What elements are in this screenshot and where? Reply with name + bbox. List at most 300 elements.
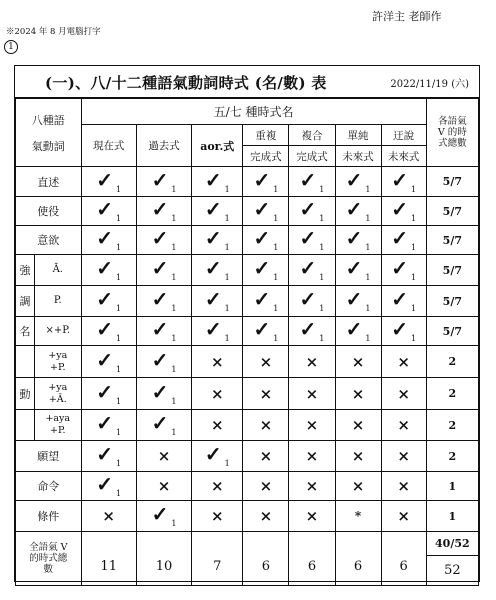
check-icon: ✓ xyxy=(391,256,408,280)
cross-icon: × xyxy=(210,507,224,525)
row-label-group-cell xyxy=(16,286,82,317)
cross-icon: × xyxy=(102,507,115,525)
check-subscript: 1 xyxy=(224,214,230,223)
tense-cell xyxy=(192,317,243,346)
col-header-present: 現在式 xyxy=(81,125,136,167)
check-subscript: 1 xyxy=(171,304,177,313)
group-side xyxy=(16,286,35,316)
tense-cell xyxy=(136,226,191,255)
check-icon: ✓ xyxy=(204,256,222,280)
check-subscript: 1 xyxy=(171,243,177,252)
row-label xyxy=(16,501,82,532)
check-subscript: 1 xyxy=(273,304,279,313)
tense-cell xyxy=(192,226,243,255)
label-side xyxy=(35,317,81,345)
tense-cell xyxy=(243,317,289,346)
total-header-line-1: 各語氣 xyxy=(438,116,467,127)
tense-cell xyxy=(335,472,381,501)
check-icon: ✓ xyxy=(253,167,271,192)
tense-cell xyxy=(243,286,289,317)
table-row xyxy=(16,317,479,346)
check-icon: ✓ xyxy=(299,256,317,280)
tense-cell xyxy=(335,255,381,286)
tense-cell xyxy=(81,286,136,317)
row-label-group-cell xyxy=(16,255,82,286)
tense-cell xyxy=(136,317,191,346)
row-label-line-2: +P. xyxy=(50,361,66,373)
check-icon: ✓ xyxy=(151,256,169,280)
check-subscript: 1 xyxy=(116,214,122,223)
cross-icon: × xyxy=(259,447,273,465)
tense-cell xyxy=(136,501,191,532)
footer-total-top: 40/52 xyxy=(426,532,478,556)
tense-cell xyxy=(289,501,335,532)
cross-icon: × xyxy=(157,447,171,465)
check-icon: ✓ xyxy=(345,226,363,250)
page-marker: 1 xyxy=(4,40,18,54)
check-subscript: 1 xyxy=(273,184,279,194)
tense-cell xyxy=(136,346,191,378)
tense-cell xyxy=(289,286,335,317)
tense-cell xyxy=(81,197,136,226)
check-icon: ✓ xyxy=(96,472,114,496)
tense-cell xyxy=(335,167,381,197)
check-icon: ✓ xyxy=(151,411,169,435)
tense-cell xyxy=(289,197,335,226)
label-side xyxy=(35,255,81,285)
tense-cell xyxy=(289,472,335,501)
tense-cell xyxy=(243,255,289,286)
tense-cell xyxy=(192,197,243,226)
row-label-line-1: +aya xyxy=(45,413,71,424)
check-subscript: 1 xyxy=(319,243,325,252)
tense-cell xyxy=(81,255,136,286)
tense-cell xyxy=(81,167,136,197)
check-icon: ✓ xyxy=(96,379,114,404)
row-total: 5/7 xyxy=(426,226,478,255)
check-icon: ✓ xyxy=(96,226,114,250)
footer-count: 6 xyxy=(335,532,381,586)
tense-cell xyxy=(136,472,191,501)
check-icon: ✓ xyxy=(204,226,222,250)
cross-icon: × xyxy=(305,477,319,495)
row-label-split xyxy=(16,317,81,345)
tense-cell xyxy=(81,472,136,501)
check-icon: ✓ xyxy=(96,197,114,221)
check-subscript: 1 xyxy=(224,334,230,343)
check-subscript: 1 xyxy=(171,273,177,282)
check-subscript: 1 xyxy=(116,489,122,498)
check-icon: ✓ xyxy=(96,442,114,466)
corner-line-2: 氣動詞 xyxy=(31,139,65,153)
check-icon: ✓ xyxy=(96,256,114,280)
group-label-char: 強 xyxy=(19,264,31,277)
table-row xyxy=(16,472,479,501)
corner-line-1: 八種語 xyxy=(31,113,65,127)
tense-cell xyxy=(192,255,243,286)
tense-cell xyxy=(243,472,289,501)
check-subscript: 1 xyxy=(410,273,417,282)
check-subscript: 1 xyxy=(410,243,417,252)
cross-icon: × xyxy=(397,507,410,525)
row-label-line-2: +P. xyxy=(50,425,66,436)
check-subscript: 1 xyxy=(410,184,417,194)
row-label-split xyxy=(16,378,81,409)
row-total: 2 xyxy=(426,441,478,472)
table-row xyxy=(16,286,479,317)
check-icon: ✓ xyxy=(151,379,169,404)
check-icon: ✓ xyxy=(253,317,271,341)
cross-icon: × xyxy=(351,447,365,465)
table-row xyxy=(16,346,479,378)
row-label-line-1: Ā. xyxy=(52,264,63,275)
tense-cell xyxy=(192,378,243,410)
check-icon: ✓ xyxy=(204,317,222,341)
footer-count: 11 xyxy=(81,532,136,586)
row-label-group-cell xyxy=(16,346,82,378)
check-subscript: 1 xyxy=(116,428,122,437)
row-label-line-1: 命令 xyxy=(37,480,60,493)
row-label-split xyxy=(16,410,81,440)
tense-cell xyxy=(81,501,136,532)
check-subscript: 1 xyxy=(171,334,177,343)
row-label-split xyxy=(16,255,81,285)
check-subscript: 1 xyxy=(273,334,279,343)
check-subscript: 1 xyxy=(171,428,177,437)
tense-cell xyxy=(243,226,289,255)
row-label-line-2: +Ā. xyxy=(48,393,67,405)
check-subscript: 1 xyxy=(116,396,122,406)
tense-cell xyxy=(243,378,289,410)
cross-icon: × xyxy=(351,416,365,434)
total-header-line-2: V 的時 xyxy=(437,127,467,138)
col-header-periphrastic-perfect-2: 完成式 xyxy=(289,146,335,167)
tense-cell xyxy=(335,286,381,317)
typing-note: ※2024 年 8 月電腦打字 xyxy=(6,27,101,37)
check-subscript: 1 xyxy=(273,273,279,282)
tense-cell xyxy=(136,197,191,226)
footer-label-line: 數 xyxy=(43,564,54,575)
footer-label-line: 全語氣 V xyxy=(29,542,68,553)
row-label xyxy=(16,226,82,255)
page-title: (一)、八/十二種語氣動詞時式 (名/數) 表 xyxy=(45,74,327,92)
check-icon: ✓ xyxy=(391,167,408,192)
check-icon: ✓ xyxy=(299,287,317,311)
table-row xyxy=(16,410,479,441)
check-subscript: 1 xyxy=(365,273,371,282)
col-header-simple-future-1: 單純 xyxy=(335,125,381,146)
tense-cell xyxy=(81,226,136,255)
tense-cell xyxy=(192,501,243,532)
check-subscript: 1 xyxy=(365,334,371,343)
row-total: 2 xyxy=(426,378,478,410)
tense-cell xyxy=(381,410,426,441)
cross-icon: × xyxy=(259,477,273,495)
check-icon: ✓ xyxy=(391,287,408,311)
check-icon: ✓ xyxy=(391,317,408,341)
check-icon: ✓ xyxy=(391,197,408,221)
tense-cell xyxy=(243,441,289,472)
check-icon: ✓ xyxy=(96,167,114,192)
cross-icon: × xyxy=(210,477,224,495)
cross-icon: × xyxy=(305,384,319,403)
tense-cell xyxy=(81,346,136,378)
check-subscript: 1 xyxy=(224,243,230,252)
total-header xyxy=(426,99,478,167)
cross-icon: × xyxy=(259,416,273,434)
cross-icon: × xyxy=(305,416,319,434)
check-subscript: 1 xyxy=(116,304,122,313)
check-icon: ✓ xyxy=(96,287,114,311)
row-total: 2 xyxy=(426,346,478,378)
footer-total-bottom: 52 xyxy=(426,556,478,586)
row-label xyxy=(16,167,82,197)
tense-cell xyxy=(136,441,191,472)
check-subscript: 1 xyxy=(171,519,177,528)
row-label-line-1: 意欲 xyxy=(37,234,60,247)
check-subscript: 1 xyxy=(410,214,417,223)
tense-cell xyxy=(192,167,243,197)
tense-cell xyxy=(381,286,426,317)
row-label xyxy=(16,472,82,501)
table-row xyxy=(16,226,479,255)
check-subscript: 1 xyxy=(171,396,177,406)
check-subscript: 1 xyxy=(224,304,230,313)
cross-icon: × xyxy=(397,352,410,371)
tense-cell xyxy=(136,378,191,410)
row-label-split xyxy=(16,286,81,316)
table-frame xyxy=(14,65,480,582)
cross-icon: × xyxy=(351,477,365,495)
footer-label-line: 的時式總 xyxy=(29,553,68,564)
tense-cell xyxy=(335,410,381,441)
group-label-char: 名 xyxy=(19,325,31,338)
tense-cell xyxy=(136,286,191,317)
row-label xyxy=(16,441,82,472)
group-side xyxy=(16,378,35,409)
check-subscript: 1 xyxy=(171,364,177,374)
check-icon: ✓ xyxy=(151,502,169,526)
tense-cell xyxy=(335,226,381,255)
cross-icon: × xyxy=(210,384,224,403)
cross-icon: × xyxy=(259,507,273,525)
total-header-line-3: 式總數 xyxy=(438,138,467,149)
corner-header xyxy=(16,99,82,167)
tense-cell xyxy=(192,410,243,441)
row-total: 5/7 xyxy=(426,286,478,317)
footer-count: 7 xyxy=(192,532,243,586)
tense-cell xyxy=(192,441,243,472)
cross-icon: × xyxy=(305,447,319,465)
table-row xyxy=(16,167,479,197)
cross-icon: × xyxy=(210,416,224,434)
footer-count: 6 xyxy=(381,532,426,586)
tense-cell xyxy=(381,226,426,255)
tense-cell xyxy=(381,167,426,197)
check-icon: ✓ xyxy=(253,197,271,221)
row-label-line-1: ×+P. xyxy=(45,325,71,336)
tense-cell xyxy=(289,410,335,441)
tense-cell xyxy=(289,317,335,346)
footer-row xyxy=(16,532,479,556)
label-side xyxy=(35,410,81,440)
check-icon: ✓ xyxy=(253,287,271,311)
check-icon: ✓ xyxy=(204,197,222,221)
tense-cell xyxy=(381,317,426,346)
row-label-line-1: 條件 xyxy=(37,510,60,523)
tense-cell xyxy=(136,167,191,197)
label-side xyxy=(35,378,81,409)
tense-cell xyxy=(243,346,289,378)
check-icon: ✓ xyxy=(96,347,114,372)
check-subscript: 1 xyxy=(319,273,325,282)
check-subscript: 1 xyxy=(319,214,325,223)
check-subscript: 1 xyxy=(365,304,371,313)
check-subscript: 1 xyxy=(171,214,177,223)
tense-cell xyxy=(381,346,426,378)
tense-cell xyxy=(381,378,426,410)
tense-cell xyxy=(243,167,289,197)
cross-icon: × xyxy=(305,352,319,371)
row-total: 5/7 xyxy=(426,167,478,197)
tense-cell xyxy=(81,378,136,410)
check-subscript: 1 xyxy=(273,214,279,223)
col-header-periphrastic-future-2: 未來式 xyxy=(381,146,426,167)
check-icon: ✓ xyxy=(151,347,169,372)
tense-cell xyxy=(289,226,335,255)
footer-count: 6 xyxy=(243,532,289,586)
tense-cell xyxy=(243,410,289,441)
tense-cell xyxy=(136,410,191,441)
table-row xyxy=(16,378,479,410)
footer-label xyxy=(16,532,82,586)
tense-cell xyxy=(289,378,335,410)
cross-icon: × xyxy=(397,416,410,434)
table-row xyxy=(16,501,479,532)
check-subscript: 1 xyxy=(116,459,122,468)
col-header-aorist: aor.式 xyxy=(192,125,243,167)
table-row xyxy=(16,255,479,286)
check-subscript: 1 xyxy=(319,304,325,313)
label-side xyxy=(35,346,81,377)
table-row xyxy=(16,197,479,226)
tense-cell xyxy=(335,378,381,410)
label-side xyxy=(35,286,81,316)
check-icon: ✓ xyxy=(253,226,271,250)
tense-cell xyxy=(289,167,335,197)
cross-icon: × xyxy=(351,384,365,403)
row-total: 2 xyxy=(426,410,478,441)
check-subscript: 1 xyxy=(273,243,279,252)
check-icon: ✓ xyxy=(204,442,222,466)
tense-cell xyxy=(289,346,335,378)
check-icon: ✓ xyxy=(345,317,363,341)
asterisk-icon: * xyxy=(354,509,362,523)
footer-count: 10 xyxy=(136,532,191,586)
cross-icon: × xyxy=(259,352,273,371)
check-icon: ✓ xyxy=(151,287,169,311)
tense-cell xyxy=(335,441,381,472)
author-credit: 許洋主 老師作 xyxy=(372,10,442,23)
check-icon: ✓ xyxy=(151,317,169,341)
check-icon: ✓ xyxy=(253,256,271,280)
tense-cell xyxy=(81,441,136,472)
cross-icon: × xyxy=(397,384,410,403)
group-side xyxy=(16,317,35,345)
row-label-split xyxy=(16,346,81,377)
check-icon: ✓ xyxy=(96,411,114,435)
check-icon: ✓ xyxy=(151,226,169,250)
check-subscript: 1 xyxy=(319,184,325,194)
tense-cell xyxy=(381,472,426,501)
check-subscript: 1 xyxy=(365,214,371,223)
row-label-line-1: P. xyxy=(53,295,62,306)
col-header-periphrastic-future-1: 迂說 xyxy=(381,125,426,146)
tense-cell xyxy=(243,501,289,532)
check-subscript: 1 xyxy=(319,334,325,343)
check-icon: ✓ xyxy=(96,317,114,341)
cross-icon: × xyxy=(157,477,171,495)
tense-cell xyxy=(289,441,335,472)
group-label-char: 調 xyxy=(19,295,31,308)
cross-icon: × xyxy=(397,477,410,495)
row-label-line-1: 願望 xyxy=(37,450,60,463)
check-icon: ✓ xyxy=(345,287,363,311)
check-subscript: 1 xyxy=(116,243,122,252)
tense-cell xyxy=(381,441,426,472)
row-label xyxy=(16,197,82,226)
col-header-simple-future-2: 未來式 xyxy=(335,146,381,167)
cross-icon: × xyxy=(397,447,410,465)
check-subscript: 1 xyxy=(365,243,371,252)
check-icon: ✓ xyxy=(151,167,169,192)
check-icon: ✓ xyxy=(391,226,408,250)
cross-icon: × xyxy=(305,507,319,525)
row-label-line-1: +ya xyxy=(48,381,68,393)
check-icon: ✓ xyxy=(299,167,317,192)
check-icon: ✓ xyxy=(345,197,363,221)
tense-cell xyxy=(335,346,381,378)
check-subscript: 1 xyxy=(116,184,122,194)
group-side xyxy=(16,346,35,377)
check-subscript: 1 xyxy=(410,334,417,343)
tense-cell xyxy=(381,255,426,286)
col-header-periphrastic-perfect-1: 複合 xyxy=(289,125,335,146)
col-header-perfect-2: 完成式 xyxy=(243,146,289,167)
tense-cell xyxy=(381,197,426,226)
col-header-perfect-1: 重複 xyxy=(243,125,289,146)
tense-table xyxy=(15,98,479,586)
check-icon: ✓ xyxy=(345,167,363,192)
tense-cell xyxy=(381,501,426,532)
row-label-group-cell xyxy=(16,378,82,410)
tense-cell xyxy=(289,255,335,286)
group-side xyxy=(16,255,35,285)
row-label-line-1: 直述 xyxy=(37,175,60,189)
cross-icon: × xyxy=(210,352,224,371)
tense-cell xyxy=(335,501,381,532)
check-icon: ✓ xyxy=(151,197,169,221)
check-subscript: 1 xyxy=(116,334,122,343)
group-label-char: 動 xyxy=(19,387,31,401)
check-subscript: 1 xyxy=(224,273,230,282)
cross-icon: × xyxy=(351,352,365,371)
title-row xyxy=(15,66,479,98)
check-subscript: 1 xyxy=(224,184,230,194)
table-row xyxy=(16,441,479,472)
check-icon: ✓ xyxy=(204,167,222,192)
row-label-group-cell xyxy=(16,410,82,441)
